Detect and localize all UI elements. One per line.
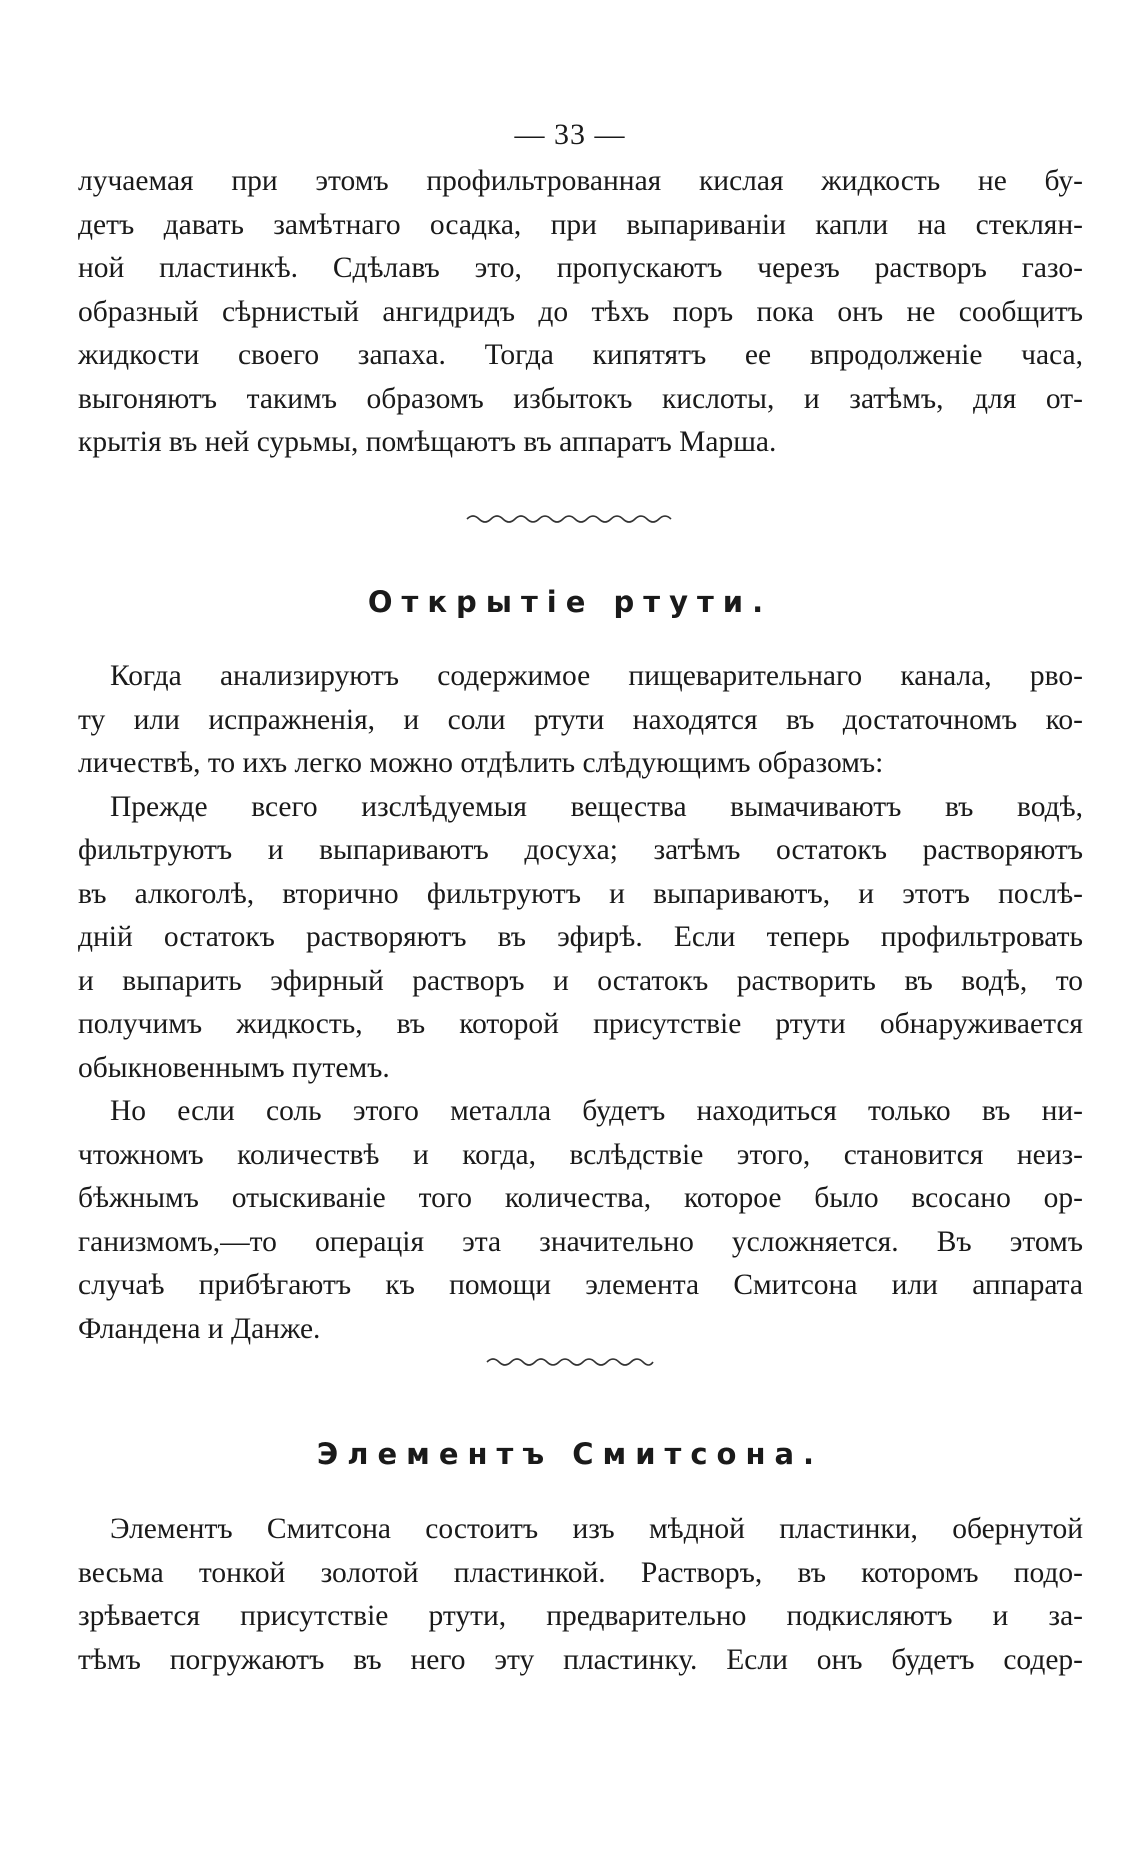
section-heading-smithson: Элементъ Смитсона. bbox=[316, 1437, 824, 1471]
text-line: лучаемая при этомъ профильтрованная кислая жидкость не бу- bbox=[78, 165, 1083, 197]
text-line: тѣмъ погружаютъ въ него эту пластинку. Если онъ будетъ содер- bbox=[78, 1643, 1083, 1676]
text-line: ту или испражненія, и соли ртути находятся въ достаточномъ ко- bbox=[78, 703, 1083, 736]
text-line: Но если соль этого металла будетъ находиться только въ ни- bbox=[110, 1095, 1083, 1127]
text-line: получимъ жидкость, въ которой присутствіе ртути обнаруживается bbox=[78, 1008, 1083, 1040]
page-number: — 33 — bbox=[514, 118, 626, 151]
text-line: въ алкоголѣ, вторично фильтруютъ и выпариваютъ, и этотъ послѣ- bbox=[78, 877, 1083, 910]
text-line: обыкновеннымъ путемъ. bbox=[78, 1051, 390, 1084]
text-line: и выпарить эфирный растворъ и остатокъ растворить въ водѣ, то bbox=[78, 964, 1083, 997]
text-line: Прежде всего изслѣдуемыя вещества вымачиваютъ въ водѣ, bbox=[110, 790, 1083, 823]
text-line: весьма тонкой золотой пластинкой. Растворъ, въ которомъ подо- bbox=[78, 1556, 1083, 1589]
ornamental-divider bbox=[0, 512, 1140, 531]
text-line: дній остатокъ растворяютъ въ эфирѣ. Если теперь профильтровать bbox=[78, 921, 1083, 953]
section-heading-mercury: Открытіе ртути. bbox=[367, 585, 773, 619]
text-line: ной пластинкѣ. Сдѣлавъ это, пропускаютъ черезъ растворъ газо- bbox=[78, 252, 1083, 284]
text-line: жидкости своего запаха. Тогда кипятятъ ее впродолженіе часа, bbox=[78, 339, 1083, 371]
text-line: Элементъ Смитсона состоитъ изъ мѣдной пластинки, обернутой bbox=[110, 1513, 1083, 1545]
text-line: выгоняютъ такимъ образомъ избытокъ кислоты, и затѣмъ, для от- bbox=[78, 382, 1083, 415]
text-line: зрѣвается присутствіе ртути, предварительно подкисляютъ и за- bbox=[78, 1600, 1083, 1632]
text-line: крытія въ ней сурьмы, помѣщаютъ въ аппаратъ Марша. bbox=[78, 426, 777, 458]
ornamental-divider bbox=[0, 1355, 1140, 1374]
text-line: бѣжнымъ отыскиваніе того количества, которое было всосано ор- bbox=[78, 1182, 1083, 1214]
text-line: личествѣ, то ихъ легко можно отдѣлить слѣдующимъ образомъ: bbox=[78, 747, 884, 779]
paragraph-block-mercury bbox=[78, 655, 1083, 1351]
paragraph-block-smithson bbox=[78, 1508, 1083, 1682]
text-line: фильтруютъ и выпариваютъ досуха; затѣмъ остатокъ растворяютъ bbox=[78, 834, 1083, 866]
text-line: чтожномъ количествѣ и когда, вслѣдствіе этого, становится неиз- bbox=[78, 1138, 1083, 1171]
paragraph-block-intro bbox=[78, 160, 1083, 465]
text-line: образный сѣрнистый ангидридъ до тѣхъ поръ пока онъ не сообщитъ bbox=[78, 295, 1083, 328]
text-line: детъ давать замѣтнаго осадка, при выпариваніи капли на стеклян- bbox=[78, 208, 1083, 241]
text-line: Фландена и Данже. bbox=[78, 1312, 321, 1345]
text-line: Когда анализируютъ содержимое пищеварительнаго канала, рво- bbox=[110, 660, 1083, 692]
text-line: ганизмомъ,—то операція эта значительно усложняется. Въ этомъ bbox=[78, 1225, 1083, 1258]
text-line: случаѣ прибѣгаютъ къ помощи элемента Смитсона или аппарата bbox=[78, 1269, 1083, 1301]
